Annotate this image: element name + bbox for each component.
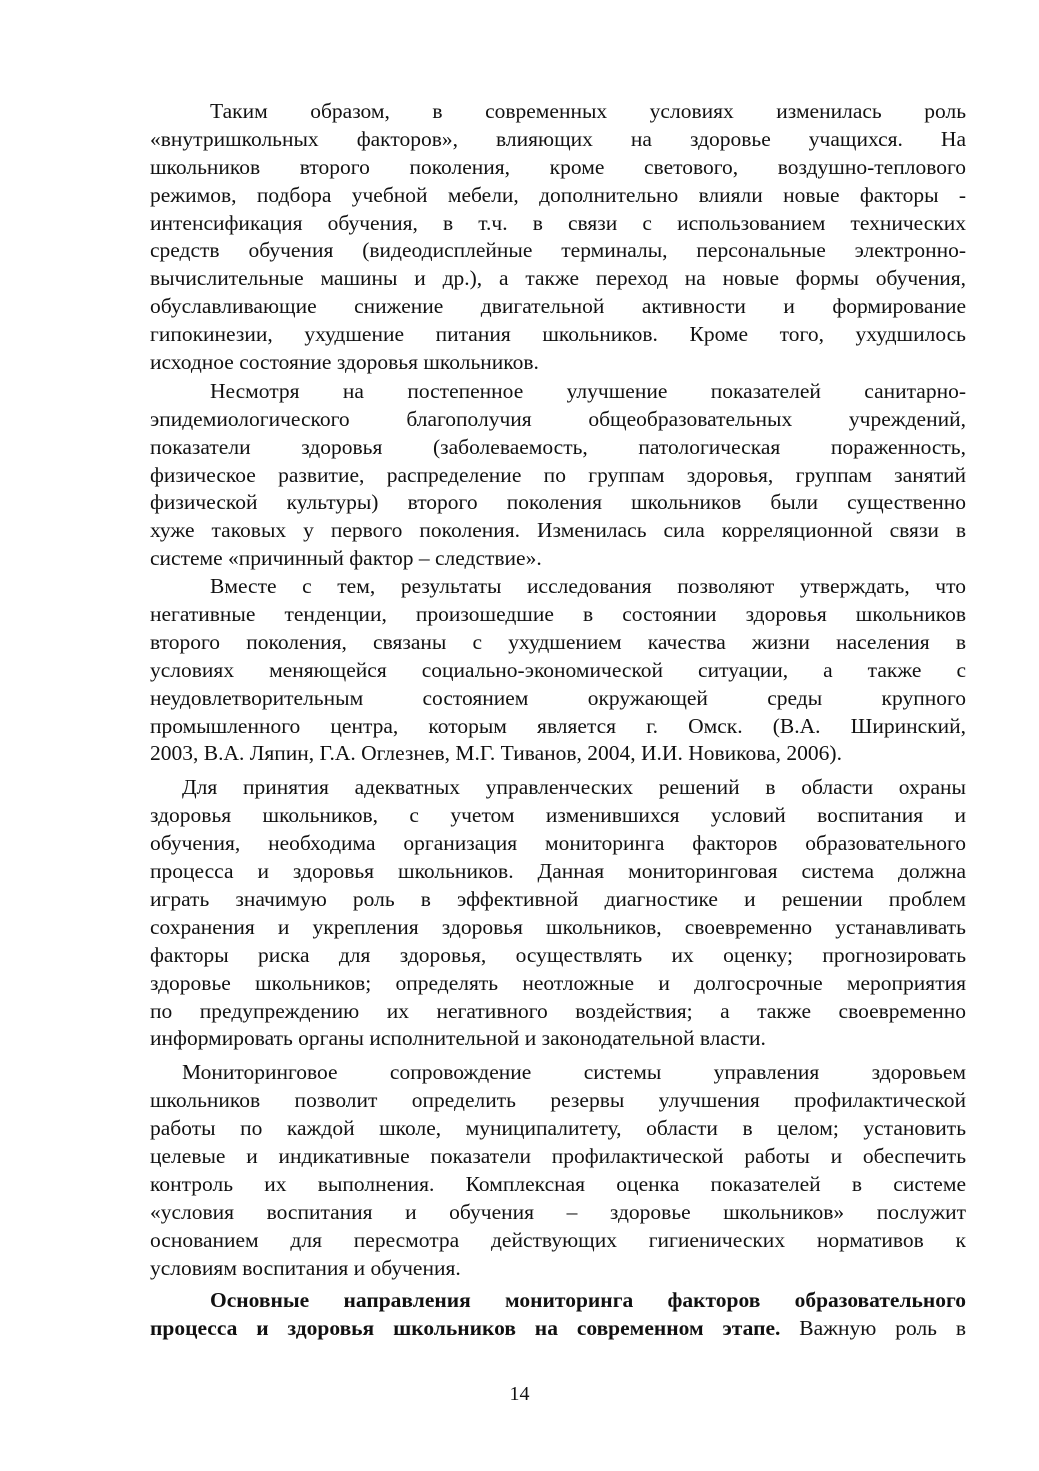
text-line: школьников позволит определить резервы улучшения профилактической (150, 1088, 966, 1113)
text-line: процесса и здоровья школьников. Данная мониторинговая система должна (150, 859, 966, 884)
text-line: Для принятия адекватных управленческих решений в области охраны (182, 775, 966, 800)
text-line: по предупреждению их негативного воздействия; а также своевременно (150, 998, 966, 1023)
text-line: Таким образом, в современных условиях изменилась роль (210, 99, 966, 123)
section-tail-text: Важную роль в (799, 1316, 967, 1341)
text-line: условиях меняющейся социально-экономической ситуации, а также с (150, 657, 966, 682)
section-heading-continued: процесса и здоровья школьников на современном этапе. (150, 1316, 781, 1341)
text-line: обуславливающие снижение двигательной активности и формирование (150, 294, 966, 319)
text-line: исходное состояние здоровья школьников. (150, 350, 539, 375)
paragraph-2 (150, 378, 966, 573)
text-line: показатели здоровья (заболеваемость, патологическая пораженность, (150, 434, 966, 459)
paragraph-1 (150, 98, 966, 377)
text-line: работы по каждой школе, муниципалитету, области в целом; установить (150, 1116, 966, 1141)
text-line: эпидемиологического благополучия общеобразовательных учреждений, (150, 406, 966, 431)
paragraph-3 (150, 573, 966, 768)
text-line: Мониторинговое сопровождение системы управления здоровьем (182, 1060, 966, 1085)
text-line: факторы риска для здоровья, осуществлять их оценку; прогнозировать (150, 942, 966, 967)
text-line: второго поколения, связаны с ухудшением качества жизни населения в (150, 629, 966, 654)
text-line: физической культуры) второго поколения школьников были существенно (150, 490, 966, 515)
paragraph-5 (150, 1059, 966, 1282)
text-line: «условия воспитания и обучения – здоровье школьников» послужит (150, 1199, 966, 1224)
text-line: школьников второго поколения, кроме светового, воздушно-теплового (150, 154, 966, 179)
section-paragraph (150, 1287, 966, 1343)
text-line: сохранения и укрепления здоровья школьников, своевременно устанавливать (150, 914, 966, 939)
text-line: неудовлетворительным состоянием окружающей среды крупного (150, 685, 966, 710)
text-line: условиям воспитания и обучения. (150, 1255, 461, 1280)
text-line: контроль их выполнения. Комплексная оценка показателей в системе (150, 1171, 966, 1196)
text-line: играть значимую роль в эффективной диагностике и решении проблем (150, 886, 966, 911)
page-number: 14 (509, 1383, 530, 1405)
text-line: вычислительные машины и др.), а также переход на новые формы обучения, (150, 266, 966, 291)
text-line: «внутришкольных факторов», влияющих на здоровье учащихся. На (150, 126, 966, 151)
text-line: обучения, необходима организация мониторинга факторов образовательного (150, 831, 966, 856)
text-line: Несмотря на постепенное улучшение показателей санитарно- (210, 378, 966, 403)
text-line: информировать органы исполнительной и законодательной власти. (150, 1026, 766, 1051)
text-line: Вместе с тем, результаты исследования позволяют утверждать, что (210, 574, 966, 599)
section-heading: Основные направления мониторинга факторов образовательного (210, 1288, 966, 1313)
text-line (150, 1315, 966, 1343)
text-line: здоровье школьников; определять неотложные и долгосрочные мероприятия (150, 970, 966, 995)
text-line: хуже таковых у первого поколения. Изменилась сила корреляционной связи в (150, 518, 966, 543)
text-line: интенсификация обучения, в т.ч. в связи с использованием технических (150, 210, 966, 235)
text-line: режимов, подбора учебной мебели, дополнительно влияли новые факторы - (150, 182, 966, 207)
text-line: здоровья школьников, с учетом изменившихся условий воспитания и (150, 803, 966, 828)
text-line: негативные тенденции, произошедшие в состоянии здоровья школьников (150, 602, 966, 627)
text-line: промышленного центра, которым является г. Омск. (В.А. Ширинский, (150, 713, 966, 738)
text-line: физическое развитие, распределение по группам здоровья, группам занятий (150, 462, 966, 487)
body-text (150, 98, 966, 1343)
text-line: целевые и индикативные показатели профилактической работы и обеспечить (150, 1143, 966, 1168)
text-line: гипокинезии, ухудшение питания школьников. Кроме того, ухудшилось (150, 322, 966, 347)
text-line: 2003, В.А. Ляпин, Г.А. Оглезнев, М.Г. Тиванов, 2004, И.И. Новикова, 2006). (150, 741, 842, 766)
paragraph-4 (150, 774, 966, 1053)
text-line: основанием для пересмотра действующих гигиенических нормативов к (150, 1227, 966, 1252)
text-line: средств обучения (видеодисплейные терминалы, персональные электронно- (150, 238, 966, 263)
text-line: системе «причинный фактор – следствие». (150, 546, 542, 571)
